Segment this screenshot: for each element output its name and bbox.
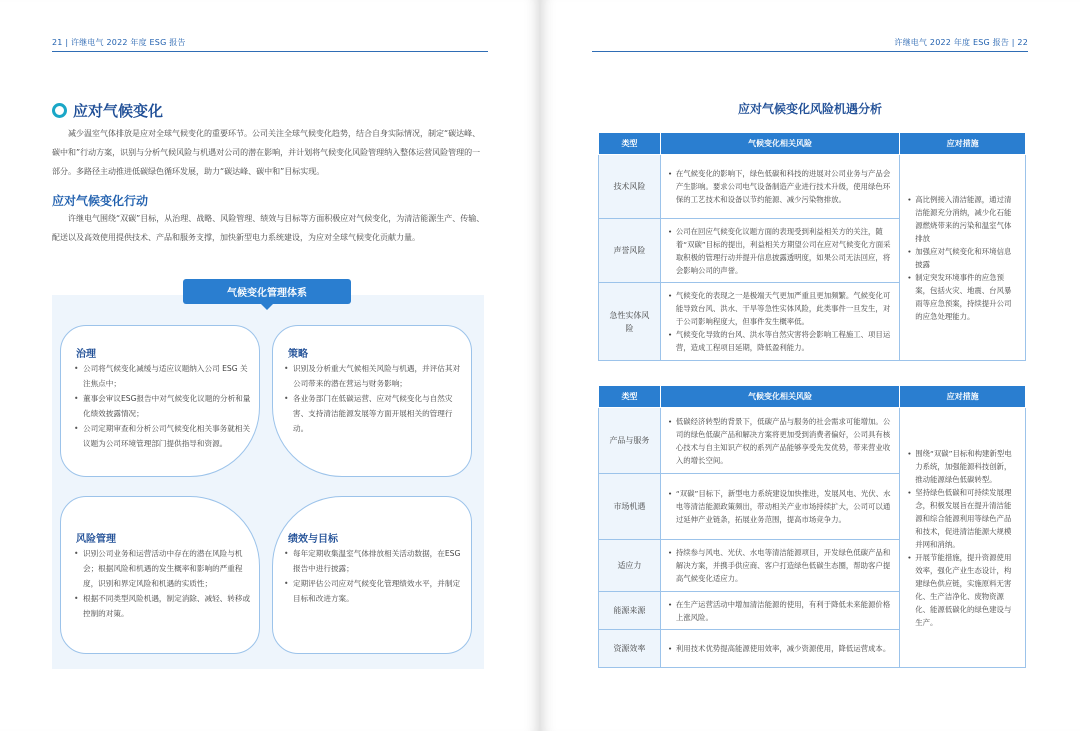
- table-row: [599, 155, 1026, 219]
- mgmt-title: 气候变化管理体系: [183, 279, 351, 304]
- quadrant-title: 策略: [288, 349, 308, 360]
- row-type: 产品与服务: [599, 408, 661, 474]
- right-running-header: 许继电气 2022 年度 ESG 报告 | 22: [894, 38, 1028, 47]
- circle-bullet-icon: [52, 103, 67, 118]
- row-type: 声誉风险: [599, 219, 661, 283]
- quadrant-list: [284, 361, 464, 436]
- row-type: 资源效率: [599, 630, 661, 668]
- row-type: 急性实体风险: [599, 283, 661, 361]
- intro-paragraph: 减少温室气体排放是应对全球气候变化的重要环节。公司关注全球气候变化趋势，结合自身实际情况，制定“碳达峰、碳中和”行动方案，识别与分析气候风险与机遇对公司的潜在影响，并计划将气候变化风险管理纳入整体运营风险管理的一部分。多路径主动推进低碳绿色循环发展，助力“碳达峰、碳中和”目标实现。: [52, 129, 481, 176]
- list-item: • 开展节能措施，提升资源使用效率，强化产业生态设计，构建绿色供应链，实施原料无害化、生产洁净化、废物资源化、能源低碳化的绿色建设与生产。: [907, 551, 1018, 629]
- header-rule: [592, 51, 1028, 52]
- row-type: 技术风险: [599, 155, 661, 219]
- quadrant-list: [284, 546, 464, 606]
- header-rule: [52, 51, 488, 52]
- list-item: • 在生产运营活动中增加清洁能源的使用，有利于降低未来能源价格上涨风险。: [668, 598, 892, 624]
- quadrant-list: [74, 361, 254, 451]
- section-title: 应对气候变化: [52, 100, 163, 121]
- measures-cell: [900, 155, 1026, 361]
- quadrant-title: 风险管理: [76, 534, 116, 545]
- opportunity-table: [598, 385, 1026, 668]
- list-item: • “双碳”目标下，新型电力系统建设加快推进，发展风电、光伏、水电等清洁能源政策频出，带动相关产业市场持续扩大，公司可以通过延伸产业链条，拓展业务范围，提高市场竞争力。: [668, 487, 892, 526]
- risk-table: [598, 132, 1026, 361]
- list-item: • 每年定期收集温室气体排放相关活动数据，在ESG报告中进行披露；: [284, 546, 464, 576]
- table-row: [599, 408, 1026, 474]
- list-item: • 董事会审议ESG报告中对气候变化议题的分析和量化绩效披露情况；: [74, 391, 254, 421]
- list-item: • 定期评估公司应对气候变化管理绩效水平，并制定目标和改进方案。: [284, 576, 464, 606]
- list-item: • 各业务部门在低碳运营、应对气候变化与自然灾害、支持清洁能源发展等方面开展相关的管理行动。: [284, 391, 464, 436]
- list-item: • 气候变化的表现之一是极端天气更加严重且更加频繁。气候变化可能导致台风、洪水、干旱等急性实体风险，此类事件一旦发生，对于公司影响程度大，但事件发生概率低。: [668, 289, 892, 328]
- list-item: • 气候变化导致的台风、洪水等自然灾害将会影响工程施工、项目运营，造成工程项目延期，降低盈利能力。: [668, 328, 892, 354]
- table-header-row: [599, 386, 1026, 408]
- list-item: • 根据不同类型风险机遇，制定消除、减轻、转移或控制的对策。: [74, 591, 254, 621]
- list-item: • 低碳经济转型的背景下，低碳产品与服务的社会需求可能增加。公司的绿色低碳产品和解决方案将更加受到消费者偏好，公司具有核心技术与自主知识产权的系列产品能够享受先发优势，带来营业收入的增长空间。: [668, 415, 892, 467]
- list-item: • 高比例接入清洁能源，通过清洁能源充分消纳，减少化石能源燃烧带来的污染和温室气体排放: [907, 193, 1018, 245]
- quadrant-title: 治理: [76, 349, 96, 360]
- list-item: • 识别及分析重大气候相关风险与机遇，并评估其对公司带来的潜在营运与财务影响；: [284, 361, 464, 391]
- column-header: 应对措施: [900, 133, 1026, 155]
- list-item: • 公司在回应气候变化议题方面的表现受到利益相关方的关注，随着“双碳”目标的提出，利益相关方期望公司在应对气候变化方面采取积极的管理行动并提升信息披露透明度，如果公司无法回应，将会影响公司的声誉。: [668, 225, 892, 277]
- column-header: 类型: [599, 386, 661, 408]
- column-header: 类型: [599, 133, 661, 155]
- left-running-header: 21 | 许继电气 2022 年度 ESG 报告: [52, 38, 186, 47]
- subheading: 应对气候变化行动: [52, 194, 149, 208]
- right-page: [540, 0, 1080, 731]
- measures-cell: [900, 408, 1026, 668]
- table-title: 应对气候变化风险机遇分析: [737, 102, 882, 116]
- column-header: 气候变化相关风险: [660, 133, 899, 155]
- quadrant-title: 绩效与目标: [288, 534, 338, 545]
- list-item: • 在气候变化的影响下，绿色低碳和科技的进展对公司业务与产品会产生影响。要求公司电气设备制造产业进行技术升级，使用绿色环保的工艺技术和设备以节约能源、减少污染物排放。: [668, 167, 892, 206]
- list-item: • 持续参与风电、光伏、水电等清洁能源项目，开发绿色低碳产品和解决方案，并携手供应商、客户打造绿色低碳生态圈，帮助客户提高气候变化适应力。: [668, 546, 892, 585]
- list-item: • 利用技术优势提高能源使用效率，减少资源使用，降低运营成本。: [668, 642, 892, 655]
- list-item: • 坚持绿色低碳和可持续发展理念，积极发展旨在提升清洁能源和综合能源利用等绿色产品和技术，促进清洁能源大规模并网和消纳。: [907, 486, 1018, 551]
- row-type: 能源来源: [599, 592, 661, 630]
- list-item: • 制定突发环境事件的应急预案，包括火灾、地震、台风暴雨等应急预案，持续提升公司的应急处理能力。: [907, 271, 1018, 323]
- list-item: • 围绕“双碳”目标和构建新型电力系统，加强能源科技创新，推动能源绿色低碳转型。: [907, 447, 1018, 486]
- row-type: 适应力: [599, 540, 661, 592]
- list-item: • 公司将气候变化减缓与适应议题纳入公司 ESG 关注焦点中；: [74, 361, 254, 391]
- column-header: 应对措施: [900, 386, 1026, 408]
- list-item: • 加强应对气候变化和环境信息披露: [907, 245, 1018, 271]
- row-type: 市场机遇: [599, 474, 661, 540]
- table-header-row: [599, 133, 1026, 155]
- column-header: 气候变化相关风险: [660, 386, 899, 408]
- quadrant-list: [74, 546, 254, 621]
- list-item: • 识别公司业务和运营活动中存在的潜在风险与机会；根据风险和机遇的发生概率和影响的严重程度，识别和界定风险和机遇的实质性；: [74, 546, 254, 591]
- list-item: • 公司定期审查和分析公司气候变化相关事务就相关议题为公司环境管理部门提供指导和资源。: [74, 421, 254, 451]
- action-paragraph: 许继电气围绕“双碳”目标，从治理、战略、风险管理、绩效与目标等方面积极应对气候变化，为清洁能源生产、传输、配送以及高效使用提供技术、产品和服务支撑，加快新型电力系统建设，为应对全球气候变化贡献力量。: [52, 214, 485, 242]
